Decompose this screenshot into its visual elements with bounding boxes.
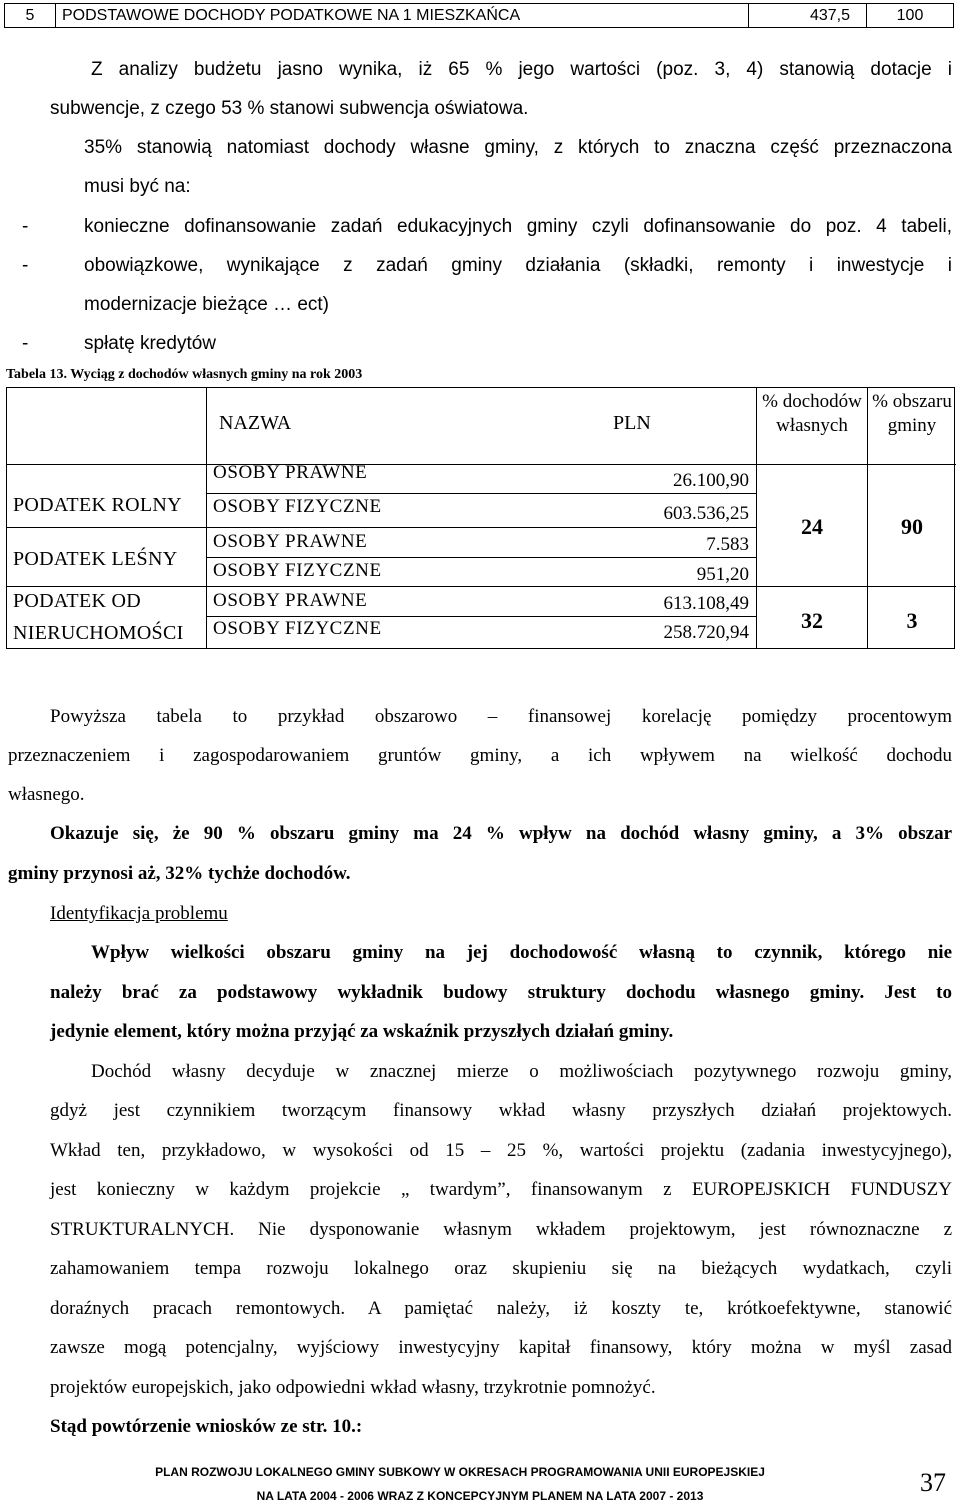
subrow-natural-persons: OSOBY FIZYCZNE xyxy=(213,560,382,581)
subrow-legal-persons: OSOBY PRAWNE xyxy=(213,462,368,483)
table-hline xyxy=(206,616,756,617)
footer-title: PLAN ROZWOJU LOKALNEGO GMINY SUBKOWY W OKRESACH PROGRAMOWANIA UNII EUROPEJSKIEJ xyxy=(155,1465,765,1479)
text-line: STRUKTURALNYCH. Nie dysponowanie własnym wkładem projektowym, jest równoznaczne z xyxy=(50,1219,952,1240)
intro-line: subwencje, z czego 53 % stanowi subwencja oświatowa. xyxy=(50,98,529,119)
bullet-dash: - xyxy=(22,255,29,276)
table-hline xyxy=(756,464,956,465)
text-line: Wpływ wielkości obszaru gminy na jej dochodowość własną to czynnik, którego nie xyxy=(91,942,952,963)
header-percent-area: % obszaru gminy xyxy=(872,391,952,436)
bullet-dash: - xyxy=(22,333,29,354)
text-line: Wkład ten, przykładowo, w wysokości od 15 – 25 %, wartości projektu (zadania inwestycyjnego), xyxy=(50,1140,952,1161)
text-line: zawsze mogą potencjalny, wyjściowy inwestycyjny kapitał finansowy, który można w myśl zasad xyxy=(50,1337,952,1358)
text-line: doraźnych pracach remontowych. A pamiętać należy, iż koszty te, krótkoefektywne, stanowić xyxy=(50,1298,952,1319)
value-cell: 613.108,49 xyxy=(663,593,749,614)
table-hline xyxy=(7,464,756,465)
value-cell: 26.100,90 xyxy=(673,470,749,491)
text-line: jedynie element, który można przyjąć za wskaźnik przyszłych działań gminy. xyxy=(50,1021,674,1042)
footer-subtitle: NA LATA 2004 - 2006 WRAZ Z KONCEPCYJNYM PLANEM NA LATA 2007 - 2013 xyxy=(256,1489,704,1503)
text-line: gdyż jest czynnikiem tworzącym finansowy wkład własny przyszłych działań projektowych. xyxy=(50,1100,952,1121)
row-label-property-tax: PODATEK OD xyxy=(13,590,141,612)
value-cell: 7.583 xyxy=(706,534,749,555)
row-label-forest-tax: PODATEK LEŚNY xyxy=(13,548,178,570)
header-percent-income: % dochodów własnych xyxy=(762,391,862,436)
text-line: należy brać za podstawowy wykładnik budowy struktury dochodu własnego gminy. Jest to xyxy=(50,982,952,1003)
row-label-agricultural-tax: PODATEK ROLNY xyxy=(13,494,182,516)
text-line: projektów europejskich, jako odpowiedni wkład własny, trzykrotnie pomnożyć. xyxy=(50,1377,656,1398)
intro-line: 35% stanowią natomiast dochody własne gminy, z których to znaczna część przeznaczona xyxy=(84,137,952,158)
subrow-natural-persons: OSOBY FIZYCZNE xyxy=(213,496,382,517)
value-cell: 951,20 xyxy=(696,564,749,585)
header-name: NAZWA xyxy=(219,412,292,434)
intro-line: Z analizy budżetu jasno wynika, iż 65 % jego wartości (poz. 3, 4) stanowią dotacje i xyxy=(91,59,952,80)
text-line: gminy przynosi aż, 32% tychże dochodów. xyxy=(8,863,351,884)
row-label: PODSTAWOWE DOCHODY PODATKOWE NA 1 MIESZKAŃCA xyxy=(56,4,749,28)
value-cell: 603.536,25 xyxy=(663,503,749,524)
subrow-natural-persons: OSOBY FIZYCZNE xyxy=(213,618,382,639)
intro-line: musi być na: xyxy=(84,176,191,197)
table-caption: Tabela 13. Wyciąg z dochodów własnych gminy na rok 2003 xyxy=(6,367,363,382)
row-percent: 100 xyxy=(867,4,954,28)
table-hline xyxy=(206,557,756,558)
text-line: jest konieczny w każdym projekcie „ twardym”, finansowanym z EUROPEJSKICH FUNDUSZY xyxy=(50,1179,952,1200)
summary-row xyxy=(4,3,954,28)
percent-area-cell: 3 xyxy=(906,608,918,633)
percent-income-cell: 32 xyxy=(801,608,823,633)
header-pln: PLN xyxy=(613,412,651,434)
text-line: Okazuje się, że 90 % obszaru gminy ma 24 % wpływ na dochód własny gminy, a 3% obszar xyxy=(50,823,952,844)
table-hline xyxy=(756,586,956,587)
section-heading: Identyfikacja problemu xyxy=(50,903,228,924)
table-hline xyxy=(7,527,756,528)
row-label-property-tax-cont: NIERUCHOMOŚCI xyxy=(13,622,184,644)
bullet-dash: - xyxy=(22,216,29,237)
row-amount: 437,5 xyxy=(749,4,867,28)
text-line: własnego. xyxy=(8,784,85,805)
closing-line: Stąd powtórzenie wniosków ze str. 10.: xyxy=(50,1416,363,1437)
row-number: 5 xyxy=(5,4,56,28)
value-cell: 258.720,94 xyxy=(663,622,749,643)
bullet-item: obowiązkowe, wynikające z zadań gminy działania (składki, remonty i inwestycje i xyxy=(84,255,952,276)
text-line: Dochód własny decyduje w znacznej mierze o możliwościach pozytywnego rozwoju gminy, xyxy=(91,1061,952,1082)
text-line: przeznaczeniem i zagospodarowaniem gruntów gminy, a ich wpływem na wielkość dochodu xyxy=(8,745,952,766)
text-line: zahamowaniem tempa rozwoju lokalnego oraz skupieniu się na bieżących wydatkach, czyli xyxy=(50,1258,952,1279)
table-vline xyxy=(206,388,207,648)
percent-income-cell: 24 xyxy=(801,514,823,539)
subrow-legal-persons: OSOBY PRAWNE xyxy=(213,531,368,552)
bullet-item: spłatę kredytów xyxy=(84,333,217,354)
percent-area-cell: 90 xyxy=(901,514,923,539)
table-hline xyxy=(7,586,756,587)
page-number: 37 xyxy=(920,1468,946,1497)
bullet-item: konieczne dofinansowanie zadań edukacyjnych gminy czyli dofinansowanie do poz. 4 tabeli, xyxy=(84,216,952,237)
table-hline xyxy=(206,493,756,494)
text-line: Powyższa tabela to przykład obszarowo – finansowej korelację pomiędzy procentowym xyxy=(50,706,952,727)
income-table xyxy=(6,387,955,649)
subrow-legal-persons: OSOBY PRAWNE xyxy=(213,590,368,611)
bullet-item-cont: modernizacje bieżące … ect) xyxy=(84,294,329,315)
